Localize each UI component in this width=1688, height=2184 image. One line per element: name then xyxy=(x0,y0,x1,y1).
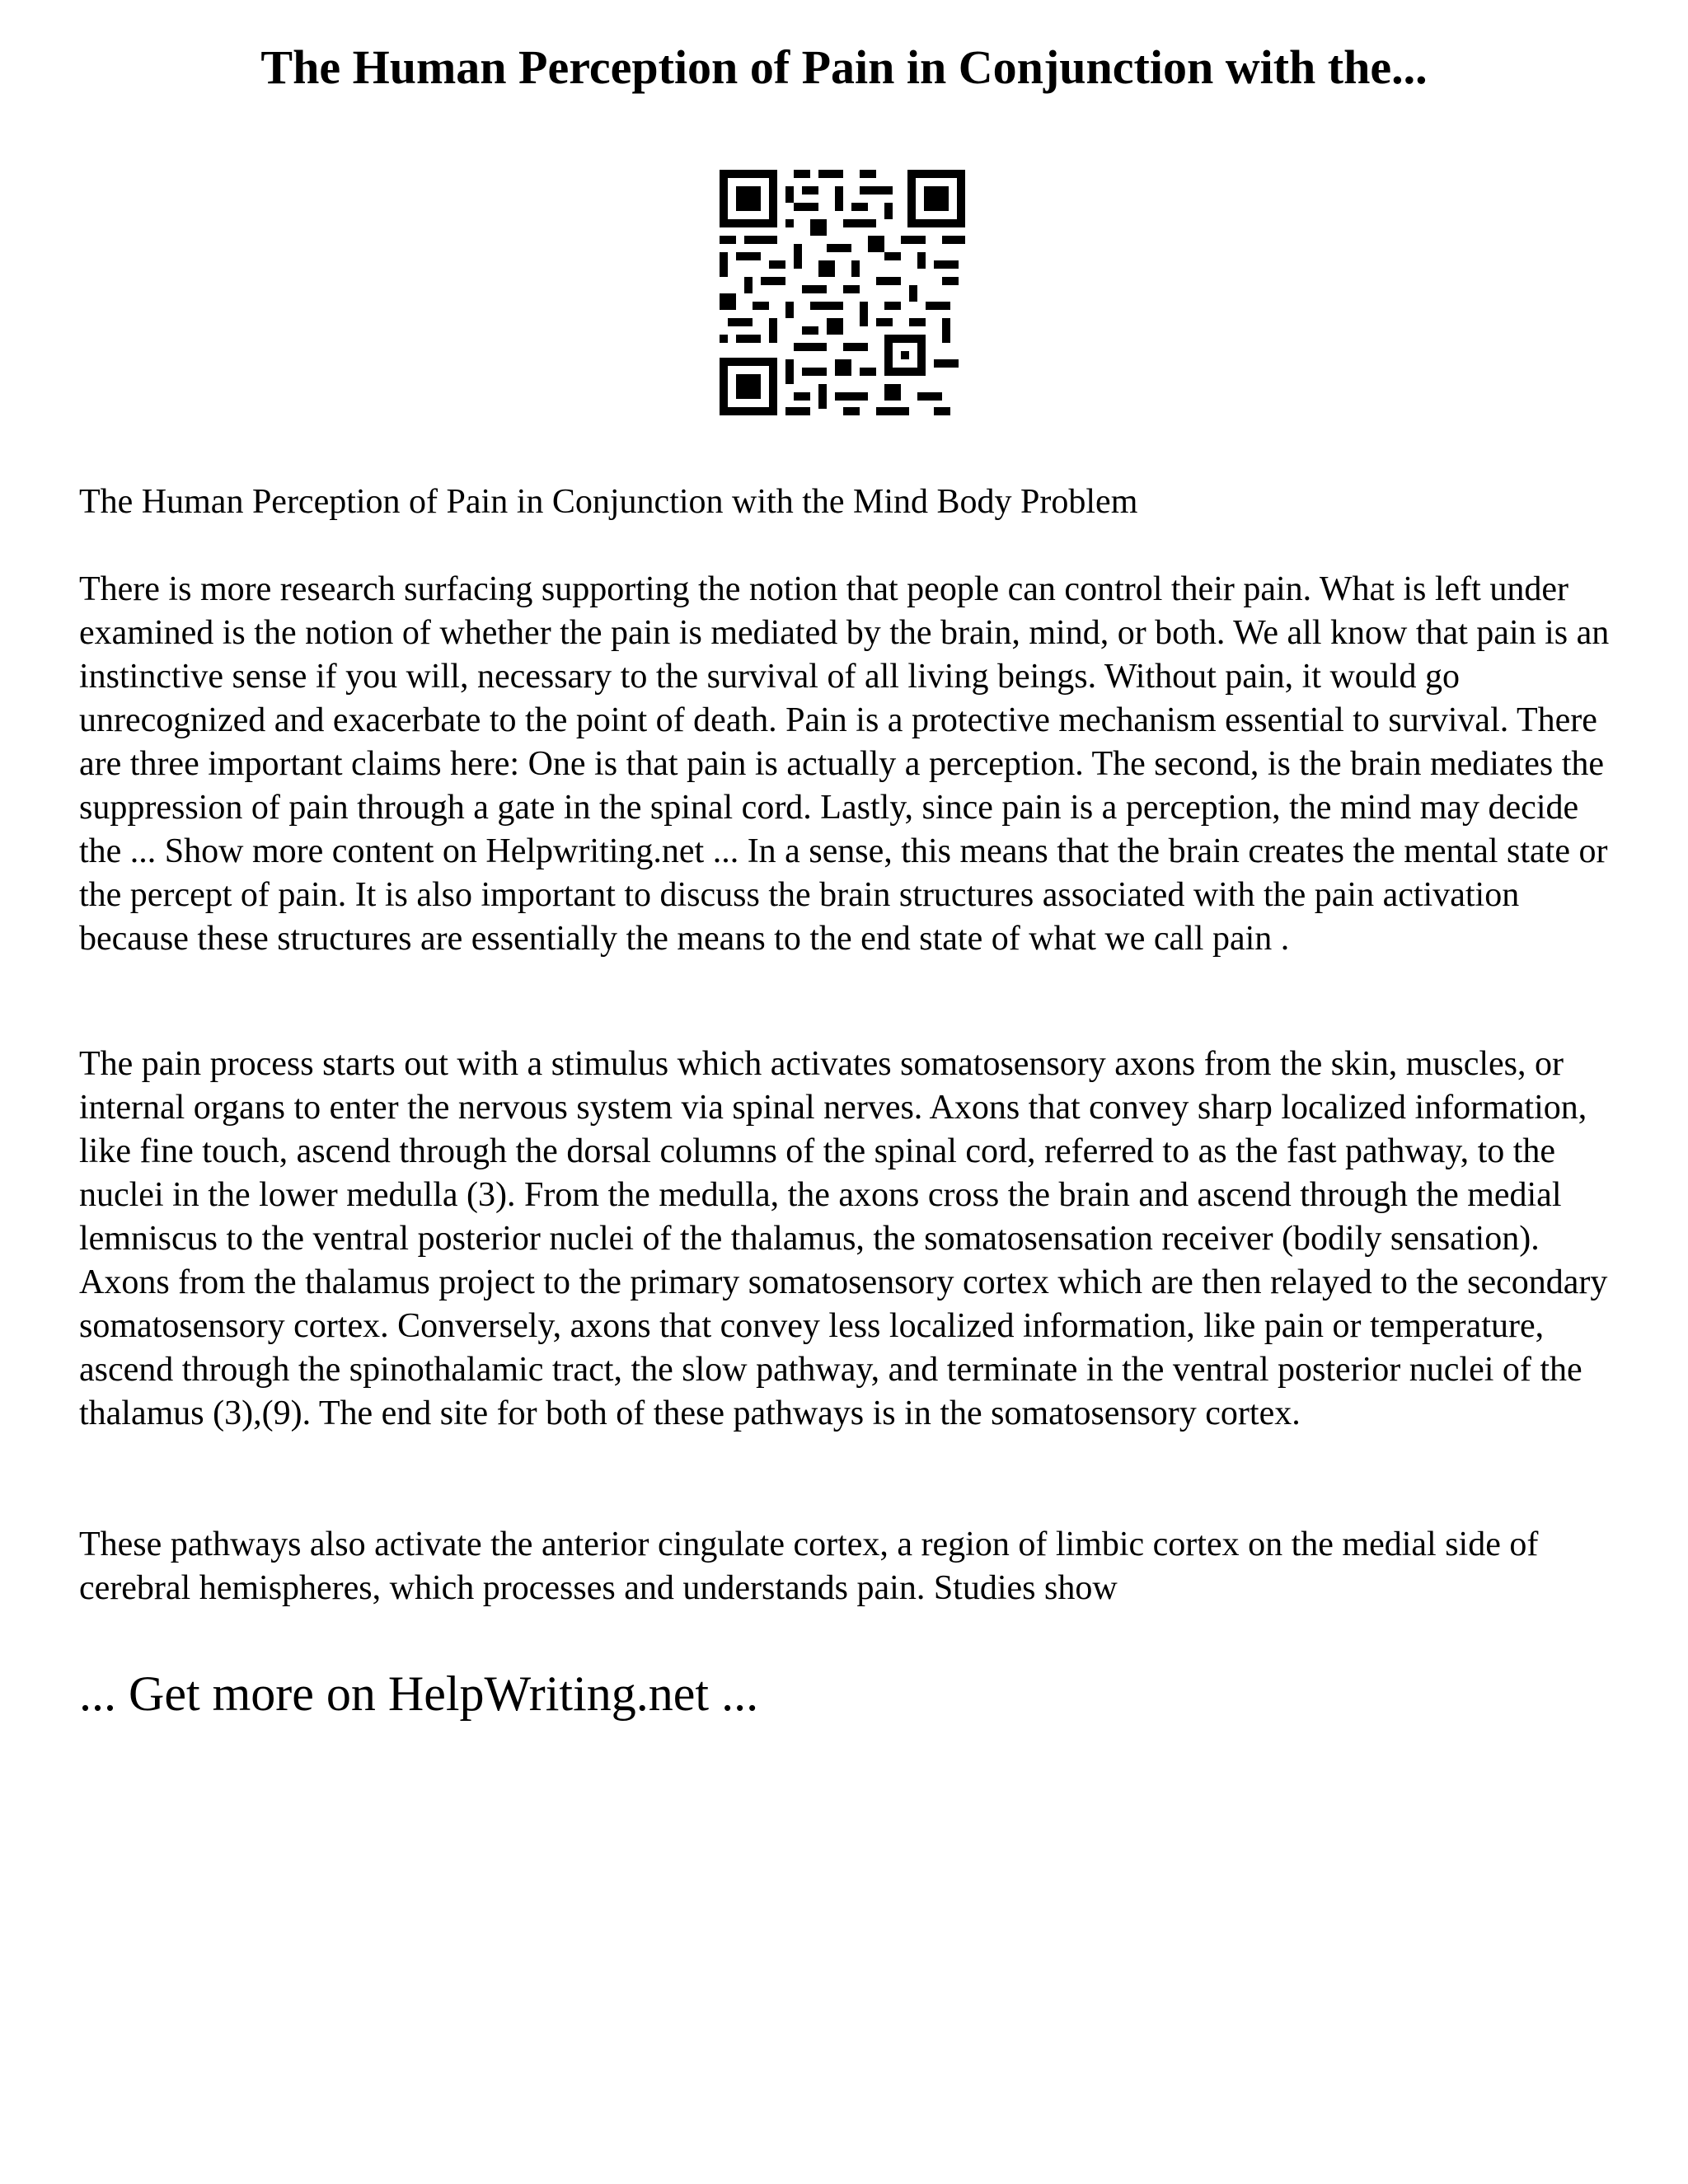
paragraph-1: There is more research surfacing supporting the notion that people can control their pain. What is left under examined is the notion of whether the pain is mediated by the brain, mind, or both. We all know that pain is an instinctive sense if you will, necessary to the survival of all living beings. Without pain, it would go unrecognized and exacerbate to the point of death. Pain is a protective mechanism essential to survival. There are three important claims here: One is that pain is actually a perception. The second, is the brain mediates the suppression of pain through a gate in the spinal cord. Lastly, since pain is a perception, the mind may decide the ... Show more content on Helpwriting.net ... In a sense, this means that the brain creates the mental state or the percept of pain. It is also important to discuss the brain structures associated with the pain activation because these structures are essentially the means to the end state of what we call pain . xyxy=(79,570,1610,958)
document-title: The Human Perception of Pain in Conjunction with the... xyxy=(260,40,1428,94)
qr-code-graphic xyxy=(720,170,965,415)
qr-code[interactable] xyxy=(720,170,965,415)
paragraph-3: These pathways also activate the anterior cingulate cortex, a region of limbic cortex on the medial side of cerebral hemispheres, which processes and understands pain. Studies show xyxy=(79,1526,1539,1607)
get-more-link[interactable]: ... Get more on HelpWriting.net ... xyxy=(79,1666,759,1721)
paragraph-2: The pain process starts out with a stimulus which activates somatosensory axons from the skin, muscles, or internal organs to enter the nervous system via spinal nerves. Axons that convey sharp localized information, like fine touch, ascend through the dorsal columns of the spinal cord, referred to as the fast pathway, to the nuclei in the lower medulla (3). From the medulla, the axons cross the brain and ascend through the medial lemniscus to the ventral posterior nuclei of the thalamus, the somatosensation receiver (bodily sensation). Axons from the thalamus project to the primary somatosensory cortex which are then relayed to the secondary somatosensory cortex. Conversely, axons that convey less localized information, like pain or temperature, ascend through the spinothalamic tract, the slow pathway, and terminate in the ventral posterior nuclei of the thalamus (3),(9). The end site for both of these pathways is in the somatosensory cortex. xyxy=(79,1045,1608,1432)
document-subtitle: The Human Perception of Pain in Conjunction with the Mind Body Problem xyxy=(79,483,1138,521)
